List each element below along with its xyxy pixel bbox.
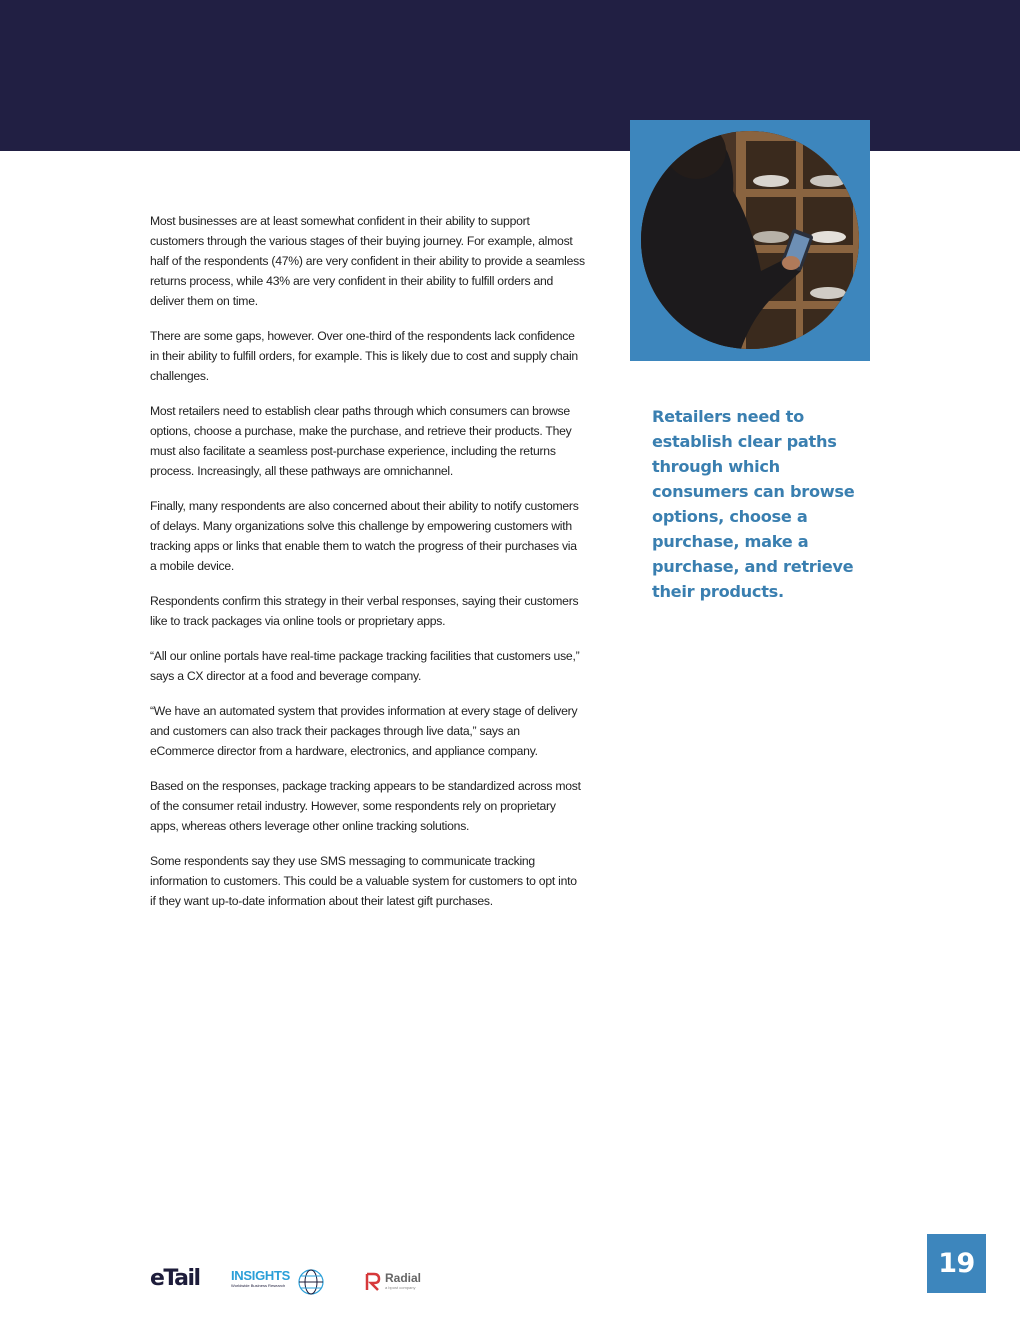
footer-logos [150,1262,450,1302]
body-paragraph: Based on the responses, package tracking appears to be standardized across most of the consumer retail industry. However, some respondents rely on proprietary apps, whereas others leverage other online tracking solutions. [150,779,581,833]
body-paragraph: Respondents confirm this strategy in their verbal responses, saying their customers like to track packages via online tools or proprietary apps. [150,594,579,628]
photo-frame [630,120,870,361]
body-paragraph: Some respondents say they use SMS messaging to communicate tracking information to customers. This could be a valuable system for customers to opt into if they want up-to-date information about their latest gift purchases. [150,854,577,908]
radial-logo-tagline: a bpost company [385,1285,416,1290]
body-text [150,211,585,926]
quote-paragraph: “We have an automated system that provides information at every stage of delivery and customers can also track their packages through live data,” says an eCommerce director from a hardware, electronics, and appliance company. [150,704,578,758]
pull-quote: Retailers need to establish clear paths through which consumers can browse options, choose a purchase, make a purchase, and retrieve their products. [652,407,855,601]
body-paragraph: Finally, many respondents are also concerned about their ability to notify customers of delays. Many organizations solve this challenge by empowering customers with tracking apps or links that enable them to watch the progress of their purchases via a mobile device. [150,499,579,573]
page-number: 19 [927,1234,986,1293]
radial-logo [365,1270,435,1294]
radial-logo-word: Radial [385,1271,422,1285]
insights-logo-word: INSIGHTS [231,1268,290,1283]
insights-logo-tagline: Worldwide Business Research [231,1283,286,1288]
body-paragraph: There are some gaps, however. Over one-third of the respondents lack confidence in their ability to fulfill orders, for example. This is likely due to cost and supply chain challenges. [150,329,578,383]
insights-logo [231,1268,331,1296]
radial-mark-icon [365,1272,381,1292]
quote-paragraph: “All our online portals have real-time package tracking facilities that customers use,” says a CX director at a food and beverage company. [150,649,580,683]
shopper-photo [641,131,859,349]
body-paragraph: Most retailers need to establish clear paths through which consumers can browse options, choose a purchase, make the purchase, and retrieve their products. They must also facilitate a seamless post-purchase experience, including the returns process. Increasingly, all these pathways are omnichannel. [150,404,572,478]
etail-logo: eTail [150,1266,200,1291]
body-paragraph: Most businesses are at least somewhat confident in their ability to support customers through the various stages of their buying journey. For example, almost half of the respondents (47%) are very confident in their ability to provide a seamless returns process, while 43% are very confident in their ability to fulfill orders and deliver them on time. [150,214,585,308]
globe-icon [295,1268,325,1296]
